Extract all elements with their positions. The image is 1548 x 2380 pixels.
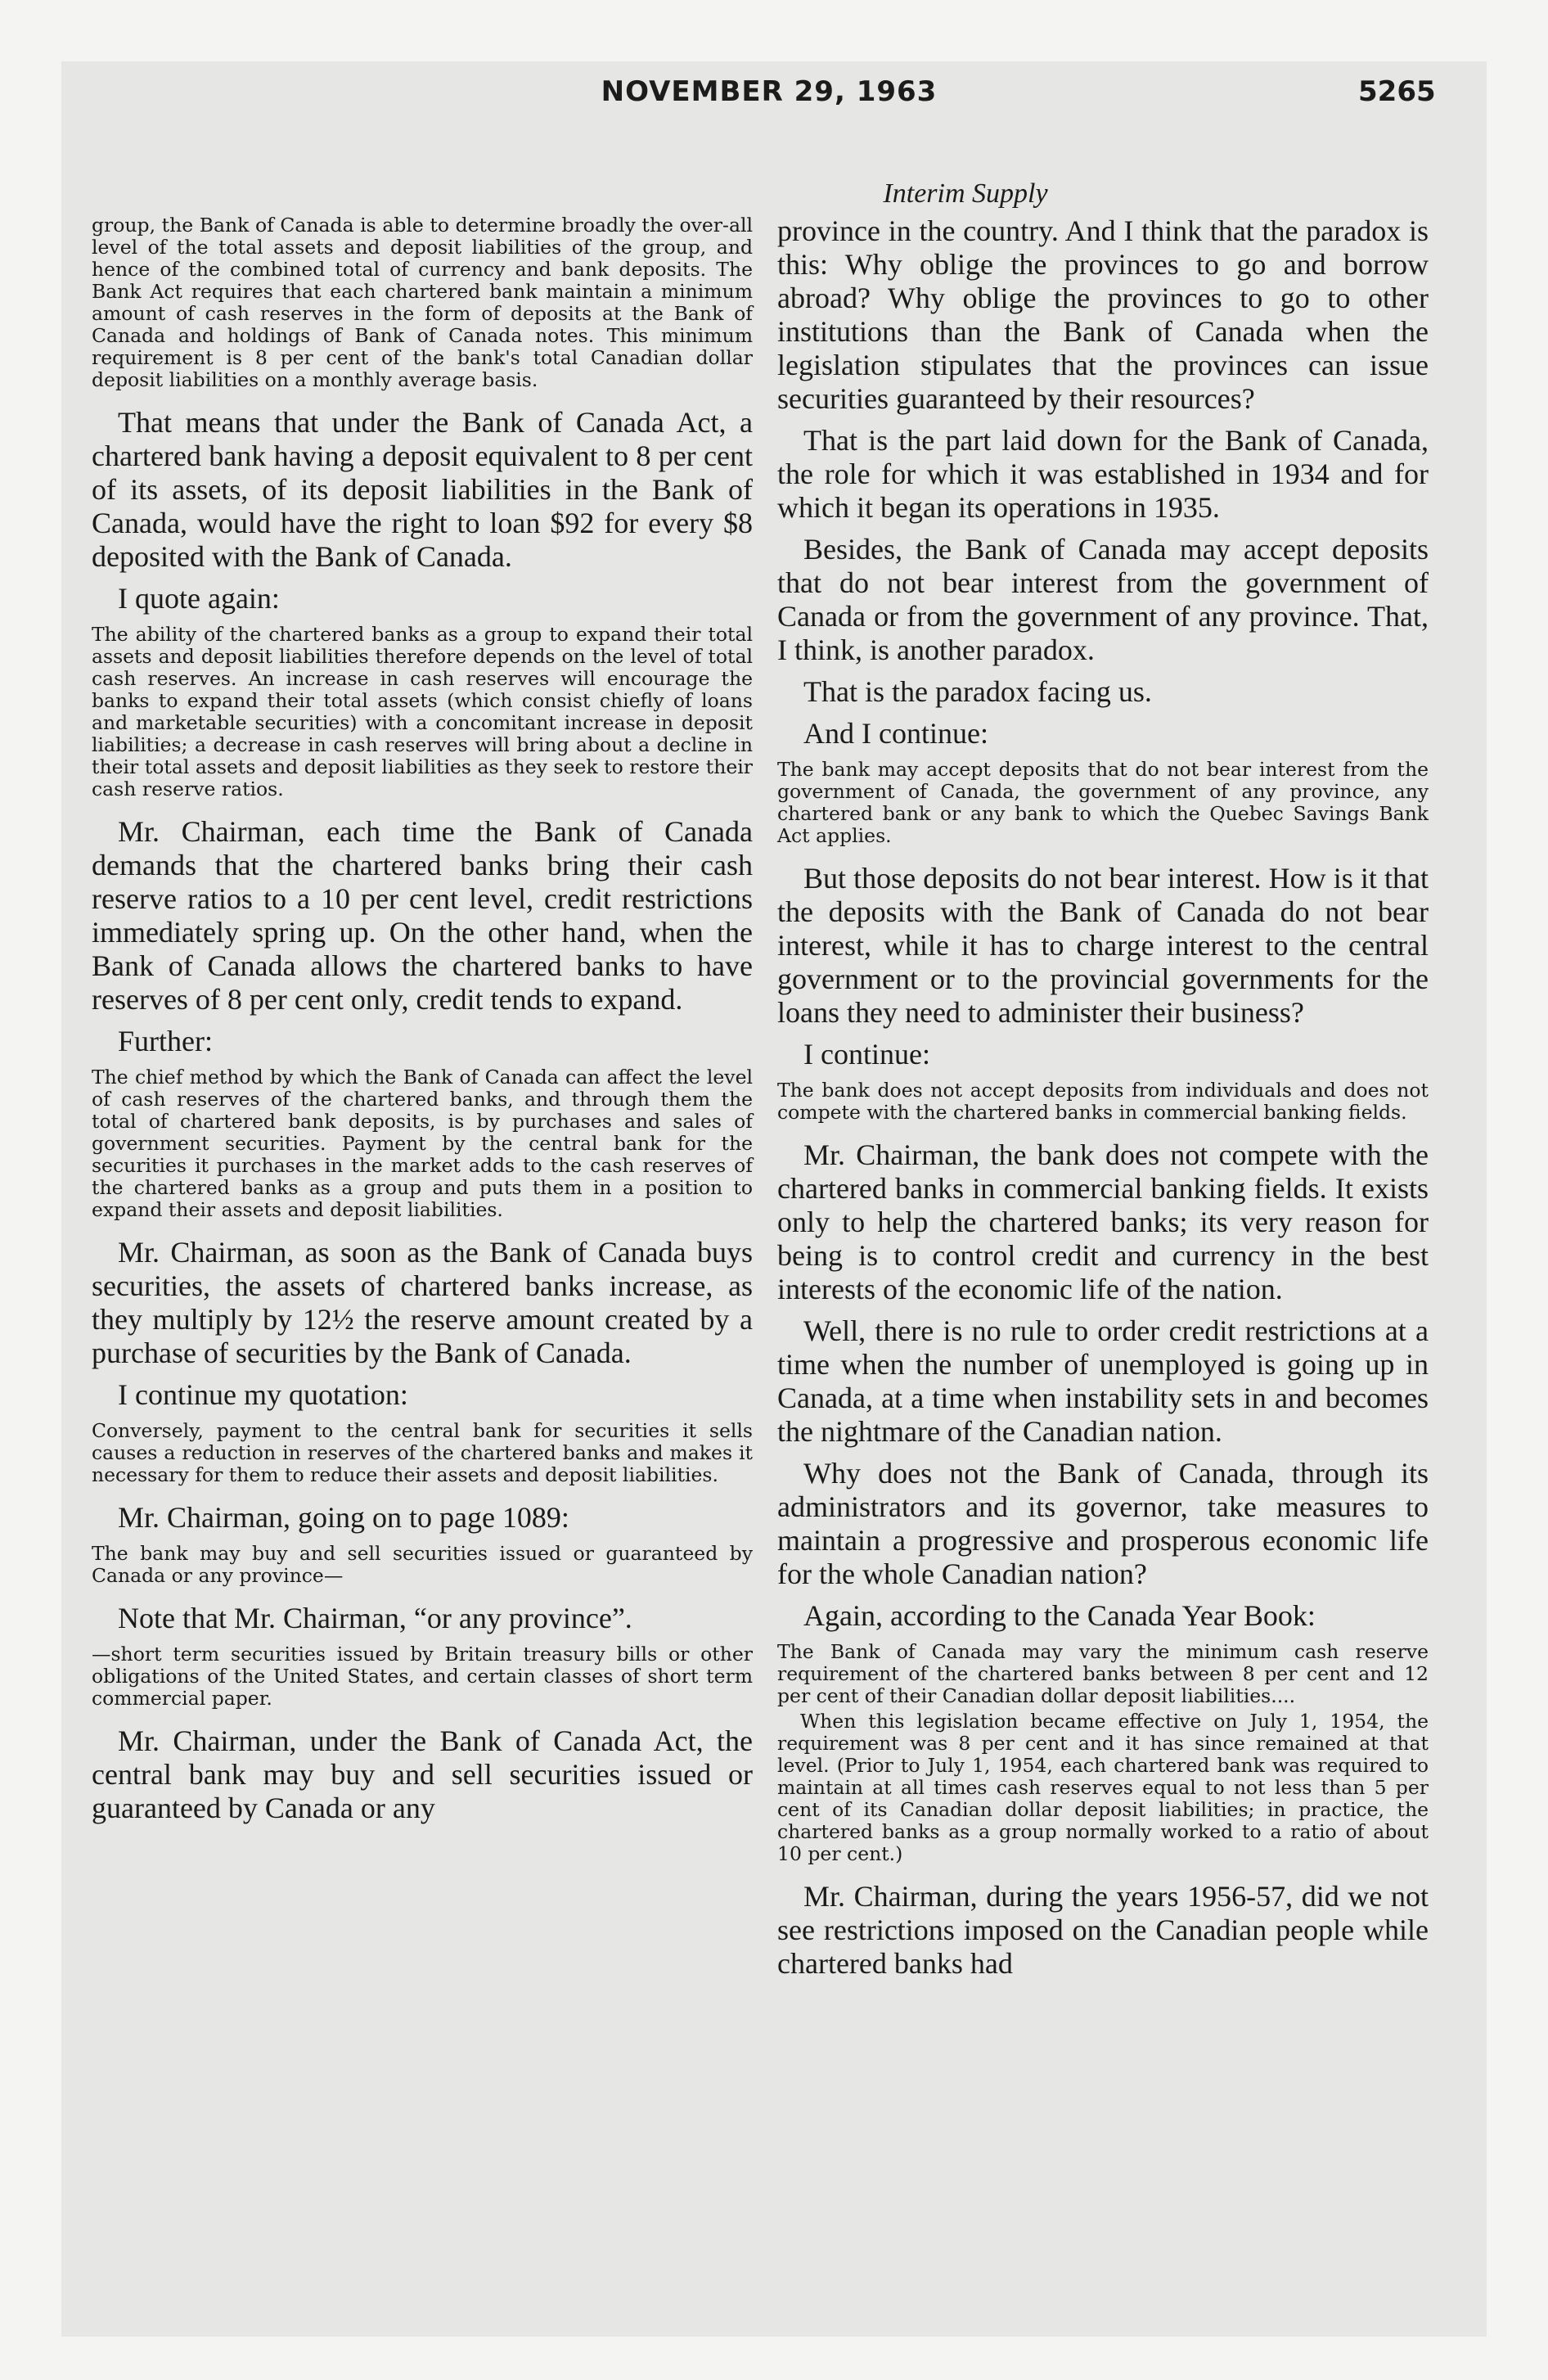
quote-paragraph: The bank does not accept deposits from individuals and does not compete with the chartered banks in commercial banking fields. [777, 1079, 1429, 1124]
body-paragraph: Mr. Chairman, each time the Bank of Canada demands that the chartered banks bring their cash reserve ratios to a 10 per cent level, credit restrictions immediately spring up. On the other hand, when the Bank of Canada allows the chartered banks to have reserves of 8 per cent only, credit tends to expand. [92, 815, 753, 1016]
quote-paragraph: Conversely, payment to the central bank for securities it sells causes a reduction in reserves of the chartered banks and makes it necessary for them to reduce their assets and deposit liabilities. [92, 1419, 753, 1486]
right-column [777, 214, 1429, 1989]
quote-paragraph: The chief method by which the Bank of Canada can affect the level of cash reserves of the chartered banks, and through them the total of chartered bank deposits, is by purchases and sales of government securities. Payment by the central bank for the securities it purchases in the market adds to the cash reserves of the chartered banks as a group and puts them in a position to expand their assets and deposit liabilities. [92, 1066, 753, 1221]
body-paragraph: Mr. Chairman, as soon as the Bank of Canada buys securities, the assets of chartered banks increase, as they multiply by 12½ the reserve amount created by a purchase of securities by the Bank of Canada. [92, 1236, 753, 1369]
quote-paragraph: The bank may buy and sell securities issued or guaranteed by Canada or any province— [92, 1542, 753, 1587]
body-paragraph: I continue: [803, 1038, 930, 1071]
quote-paragraph: When this legislation became effective on July 1, 1954, the requirement was 8 per cent and it has since remained at that level. (Prior to July 1, 1954, each chartered bank was required to maintain at all times cash reserves equal to not less than 5 per cent of its Canadian dollar deposit liabilities; in practice, the chartered banks as a group normally worked to a ratio of about 10 per cent.) [777, 1710, 1429, 1865]
quote-paragraph: The Bank of Canada may vary the minimum cash reserve requirement of the chartered banks between 8 per cent and 12 per cent of their Canadian dollar deposit liabilities.... [777, 1640, 1429, 1707]
body-paragraph: Note that Mr. Chairman, “or any province”. [118, 1602, 632, 1634]
body-paragraph: That is the part laid down for the Bank of Canada, the role for which it was established in 1934 and for which it began its operations in 1935. [777, 424, 1429, 524]
body-paragraph: Mr. Chairman, going on to page 1089: [118, 1501, 569, 1534]
body-paragraph: Mr. Chairman, under the Bank of Canada Act, the central bank may buy and sell securities issued or guaranteed by Canada or any [92, 1724, 753, 1824]
body-paragraph: That means that under the Bank of Canada Act, a chartered bank having a deposit equivalent to 8 per cent of its assets, of its deposit liabilities in the Bank of Canada, would have the right to loan $92 for every $8 deposited with the Bank of Canada. [92, 406, 753, 573]
body-paragraph: Mr. Chairman, during the years 1956-57, did we not see restrictions imposed on the Canadian people while chartered banks had [777, 1880, 1429, 1980]
quote-paragraph: group, the Bank of Canada is able to determine broadly the over-all level of the total assets and deposit liabilities of the group, and hence of the combined total of currency and bank deposits. The Bank Act requires that each chartered bank maintain a minimum amount of cash reserves in the form of deposits at the Bank of Canada and holdings of Bank of Canada notes. This minimum requirement is 8 per cent of the bank's total Canadian dollar deposit liabilities on a monthly average basis. [92, 214, 753, 391]
body-paragraph: But those deposits do not bear interest. How is it that the deposits with the Bank of Canada do not bear interest, while it has to charge interest to the central government or to the provincial governments for the loans they need to administer their business? [777, 862, 1429, 1029]
body-paragraph: Why does not the Bank of Canada, through its administrators and its governor, take measures to maintain a progressive and prosperous economic life for the whole Canadian nation? [777, 1457, 1429, 1590]
section-heading: Interim Supply [883, 178, 1048, 209]
body-paragraph: province in the country. And I think that the paradox is this: Why oblige the provinces to go and borrow abroad? Why oblige the provinces to go to other institutions than the Bank of Canada when the legislation stipulates that the provinces can issue securities guaranteed by their resources? [777, 214, 1429, 415]
body-paragraph: That is the paradox facing us. [803, 675, 1152, 708]
body-paragraph: I continue my quotation: [118, 1378, 408, 1411]
page-number: 5265 [1358, 75, 1436, 108]
body-paragraph: And I continue: [803, 717, 988, 750]
left-column [92, 214, 753, 1833]
quote-paragraph: The ability of the chartered banks as a group to expand their total assets and deposit liabilities therefore depends on the level of total cash reserves. An increase in cash reserves will encourage the banks to expand their total assets (which consist chiefly of loans and marketable securities) with a concomitant increase in deposit liabilities; a decrease in cash reserves will bring about a decline in their total assets and deposit liabilities as they seek to restore their cash reserve ratios. [92, 623, 753, 800]
quote-paragraph: —short term securities issued by Britain treasury bills or other obligations of the United States, and certain classes of short term commercial paper. [92, 1643, 753, 1710]
body-paragraph: Further: [118, 1025, 213, 1057]
body-paragraph: Besides, the Bank of Canada may accept deposits that do not bear interest from the government of Canada or from the government of any province. That, I think, is another paradox. [777, 533, 1429, 666]
quote-paragraph: The bank may accept deposits that do not bear interest from the government of Canada, the government of any province, any chartered bank or any bank to which the Quebec Savings Bank Act applies. [777, 758, 1429, 847]
body-paragraph: Well, there is no rule to order credit restrictions at a time when the number of unemployed is going up in Canada, at a time when instability sets in and becomes the nightmare of the Canadian nation. [777, 1314, 1429, 1448]
body-paragraph: Mr. Chairman, the bank does not compete with the chartered banks in commercial banking fields. It exists only to help the chartered banks; its very reason for being is to control credit and currency in the best interests of the economic life of the nation. [777, 1138, 1429, 1305]
body-paragraph: I quote again: [118, 582, 280, 615]
body-paragraph: Again, according to the Canada Year Book: [803, 1599, 1316, 1632]
page-header-date: NOVEMBER 29, 1963 [601, 75, 938, 108]
